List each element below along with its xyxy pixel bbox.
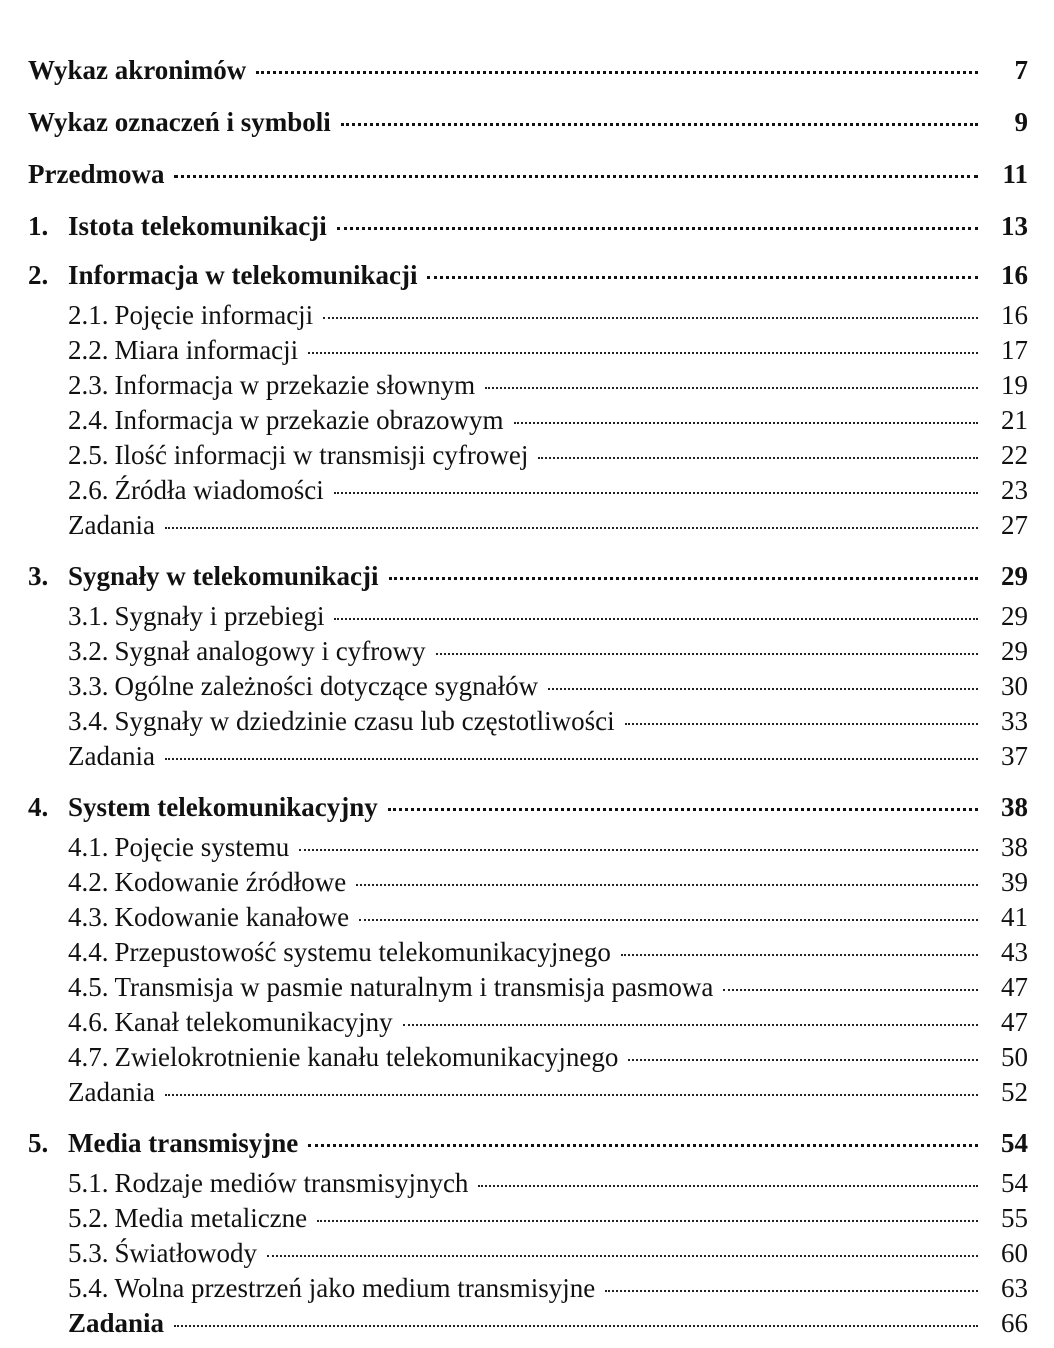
section-number: 5.1. — [68, 1168, 109, 1198]
section-number: 5.2. — [68, 1203, 109, 1233]
dot-leader — [341, 123, 978, 126]
chapter-number: 1. — [28, 211, 49, 241]
toc-section — [28, 438, 1028, 473]
toc-page-number: 50 — [1001, 1042, 1028, 1072]
toc-page-number: 63 — [1001, 1273, 1028, 1303]
toc-section — [28, 865, 1028, 900]
dot-leader — [436, 653, 978, 655]
chapter-title: Informacja w telekomunikacji — [68, 260, 418, 290]
chapter-number: 4. — [28, 792, 49, 822]
section-title: Informacja w przekazie słownym — [114, 370, 476, 400]
dot-leader — [337, 227, 978, 230]
toc-page-number: 60 — [1001, 1238, 1028, 1268]
toc-page-number: 30 — [1001, 671, 1028, 701]
dot-leader — [625, 723, 978, 725]
toc-section — [28, 298, 1028, 333]
section-title: Źródła wiadomości — [114, 475, 324, 505]
section-title: Zadania — [68, 510, 155, 540]
toc-section — [28, 830, 1028, 865]
section-number: 3.4. — [68, 706, 109, 736]
toc-section-exercises — [28, 508, 1028, 543]
toc-section-exercises — [28, 1306, 1028, 1341]
toc-entry-title: Wykaz akronimów — [28, 55, 247, 85]
dot-leader — [308, 352, 978, 354]
section-title: Kodowanie kanałowe — [114, 902, 350, 932]
dot-leader — [334, 492, 978, 494]
dot-leader — [605, 1290, 978, 1292]
dot-leader — [323, 317, 978, 319]
toc-page-number: 54 — [1001, 1128, 1028, 1158]
toc-page-number: 37 — [1001, 741, 1028, 771]
section-title: Transmisja w pasmie naturalnym i transmisja pasmowa — [114, 972, 714, 1002]
toc-section — [28, 970, 1028, 1005]
toc-section — [28, 935, 1028, 970]
section-title: Wolna przestrzeń jako medium transmisyjne — [114, 1273, 596, 1303]
section-number: 3.2. — [68, 636, 109, 666]
toc-page-number: 16 — [1001, 260, 1028, 290]
section-number: 4.5. — [68, 972, 109, 1002]
toc-page-number: 47 — [1001, 972, 1028, 1002]
dot-leader — [514, 422, 978, 424]
toc-chapter-3 — [28, 553, 1028, 599]
dot-leader — [389, 577, 978, 580]
toc-section — [28, 1201, 1028, 1236]
toc-page-number: 47 — [1001, 1007, 1028, 1037]
toc-page-number: 21 — [1001, 405, 1028, 435]
section-number: 4.3. — [68, 902, 109, 932]
toc-entry-preface — [28, 148, 1028, 200]
toc-section — [28, 1236, 1028, 1271]
toc-page-number: 39 — [1001, 867, 1028, 897]
section-number: 4.7. — [68, 1042, 109, 1072]
section-title: Zadania — [68, 741, 155, 771]
toc-section-exercises — [28, 739, 1028, 774]
toc-entry-symbols — [28, 96, 1028, 148]
dot-leader — [388, 808, 978, 811]
section-number: 2.3. — [68, 370, 109, 400]
section-title: Sygnał analogowy i cyfrowy — [114, 636, 426, 666]
toc-page-number: 38 — [1001, 792, 1028, 822]
toc-page-number: 52 — [1001, 1077, 1028, 1107]
chapter-number: 5. — [28, 1128, 49, 1158]
section-title: Media metaliczne — [114, 1203, 308, 1233]
toc-section — [28, 669, 1028, 704]
dot-leader — [478, 1185, 978, 1187]
section-title: Kodowanie źródłowe — [114, 867, 347, 897]
toc-section — [28, 1166, 1028, 1201]
section-number: 2.6. — [68, 475, 109, 505]
section-title: Zadania — [68, 1077, 155, 1107]
dot-leader — [356, 884, 978, 886]
toc-chapter-5 — [28, 1120, 1028, 1166]
toc-page-number: 29 — [1001, 636, 1028, 666]
section-number: 4.4. — [68, 937, 109, 967]
dot-leader — [723, 989, 978, 991]
toc-page-number: 19 — [1001, 370, 1028, 400]
section-title: Sygnały i przebiegi — [114, 601, 325, 631]
section-number: 2.1. — [68, 300, 109, 330]
toc-entry-title: Wykaz oznaczeń i symboli — [28, 107, 331, 137]
toc-page-number: 22 — [1001, 440, 1028, 470]
dot-leader — [548, 688, 978, 690]
dot-leader — [308, 1144, 978, 1147]
dot-leader — [317, 1220, 978, 1222]
section-number: 2.4. — [68, 405, 109, 435]
toc-section — [28, 900, 1028, 935]
toc-section-exercises — [28, 1075, 1028, 1110]
chapter-title: Sygnały w telekomunikacji — [68, 561, 379, 591]
dot-leader — [427, 276, 978, 279]
toc-section — [28, 1271, 1028, 1306]
toc-page-number: 7 — [1014, 55, 1028, 85]
dot-leader — [267, 1255, 978, 1257]
toc-chapter-1 — [28, 200, 1028, 252]
section-title: Kanał telekomunikacyjny — [114, 1007, 393, 1037]
dot-leader — [165, 527, 978, 529]
dot-leader — [403, 1024, 978, 1026]
chapter-title: Istota telekomunikacji — [68, 211, 327, 241]
toc-page-number: 33 — [1001, 706, 1028, 736]
toc-page-number: 9 — [1014, 107, 1028, 137]
dot-leader — [485, 387, 978, 389]
chapter-title: Media transmisyjne — [68, 1128, 299, 1158]
dot-leader — [621, 954, 978, 956]
toc-page-number: 11 — [1002, 159, 1028, 189]
section-title: Pojęcie informacji — [114, 300, 314, 330]
section-title: Zadania — [68, 1308, 165, 1338]
section-title: Informacja w przekazie obrazowym — [114, 405, 504, 435]
section-number: 4.6. — [68, 1007, 109, 1037]
toc-page-number: 27 — [1001, 510, 1028, 540]
toc-page-number: 38 — [1001, 832, 1028, 862]
chapter-number: 2. — [28, 260, 49, 290]
section-number: 5.3. — [68, 1238, 109, 1268]
toc-page-number: 23 — [1001, 475, 1028, 505]
dot-leader — [165, 758, 978, 760]
dot-leader — [628, 1059, 978, 1061]
toc-page-number: 54 — [1001, 1168, 1028, 1198]
section-number: 4.2. — [68, 867, 109, 897]
section-title: Przepustowość systemu telekomunikacyjnego — [114, 937, 611, 967]
section-title: Sygnały w dziedzinie czasu lub częstotliwości — [114, 706, 615, 736]
toc-section — [28, 599, 1028, 634]
section-number: 5.4. — [68, 1273, 109, 1303]
dot-leader — [299, 849, 978, 851]
section-title: Miara informacji — [114, 335, 299, 365]
section-number: 4.1. — [68, 832, 109, 862]
toc-section — [28, 333, 1028, 368]
toc-entry-title: Przedmowa — [28, 159, 165, 189]
section-title: Światłowody — [114, 1238, 258, 1268]
section-number: 3.3. — [68, 671, 109, 701]
section-title: Pojęcie systemu — [114, 832, 290, 862]
section-title: Ilość informacji w transmisji cyfrowej — [114, 440, 529, 470]
section-number: 2.5. — [68, 440, 109, 470]
toc-section — [28, 634, 1028, 669]
dot-leader — [174, 175, 978, 178]
chapter-number: 3. — [28, 561, 49, 591]
toc-page-number: 41 — [1001, 902, 1028, 932]
toc-page-number: 16 — [1001, 300, 1028, 330]
dot-leader — [538, 457, 978, 459]
toc-section — [28, 473, 1028, 508]
toc-chapter-4 — [28, 784, 1028, 830]
toc-page-number: 55 — [1001, 1203, 1028, 1233]
toc-section — [28, 1040, 1028, 1075]
toc-page-number: 13 — [1001, 211, 1028, 241]
toc-section — [28, 368, 1028, 403]
section-title: Rodzaje mediów transmisyjnych — [114, 1168, 469, 1198]
dot-leader — [165, 1094, 978, 1096]
toc-section — [28, 704, 1028, 739]
section-number: 2.2. — [68, 335, 109, 365]
toc-chapter-2 — [28, 252, 1028, 298]
toc-page-number: 66 — [1001, 1308, 1028, 1338]
toc-page-number: 17 — [1001, 335, 1028, 365]
section-number: 3.1. — [68, 601, 109, 631]
toc-page-number: 29 — [1001, 561, 1028, 591]
dot-leader — [174, 1325, 978, 1327]
dot-leader — [334, 618, 978, 620]
toc-page-number: 29 — [1001, 601, 1028, 631]
dot-leader — [359, 919, 978, 921]
toc-page-number: 43 — [1001, 937, 1028, 967]
dot-leader — [256, 71, 978, 74]
section-title: Ogólne zależności dotyczące sygnałów — [114, 671, 539, 701]
chapter-title: System telekomunikacyjny — [68, 792, 378, 822]
section-title: Zwielokrotnienie kanału telekomunikacyjnego — [114, 1042, 619, 1072]
table-of-contents — [28, 44, 1028, 1341]
toc-section — [28, 1005, 1028, 1040]
toc-section — [28, 403, 1028, 438]
toc-entry-acronyms — [28, 44, 1028, 96]
